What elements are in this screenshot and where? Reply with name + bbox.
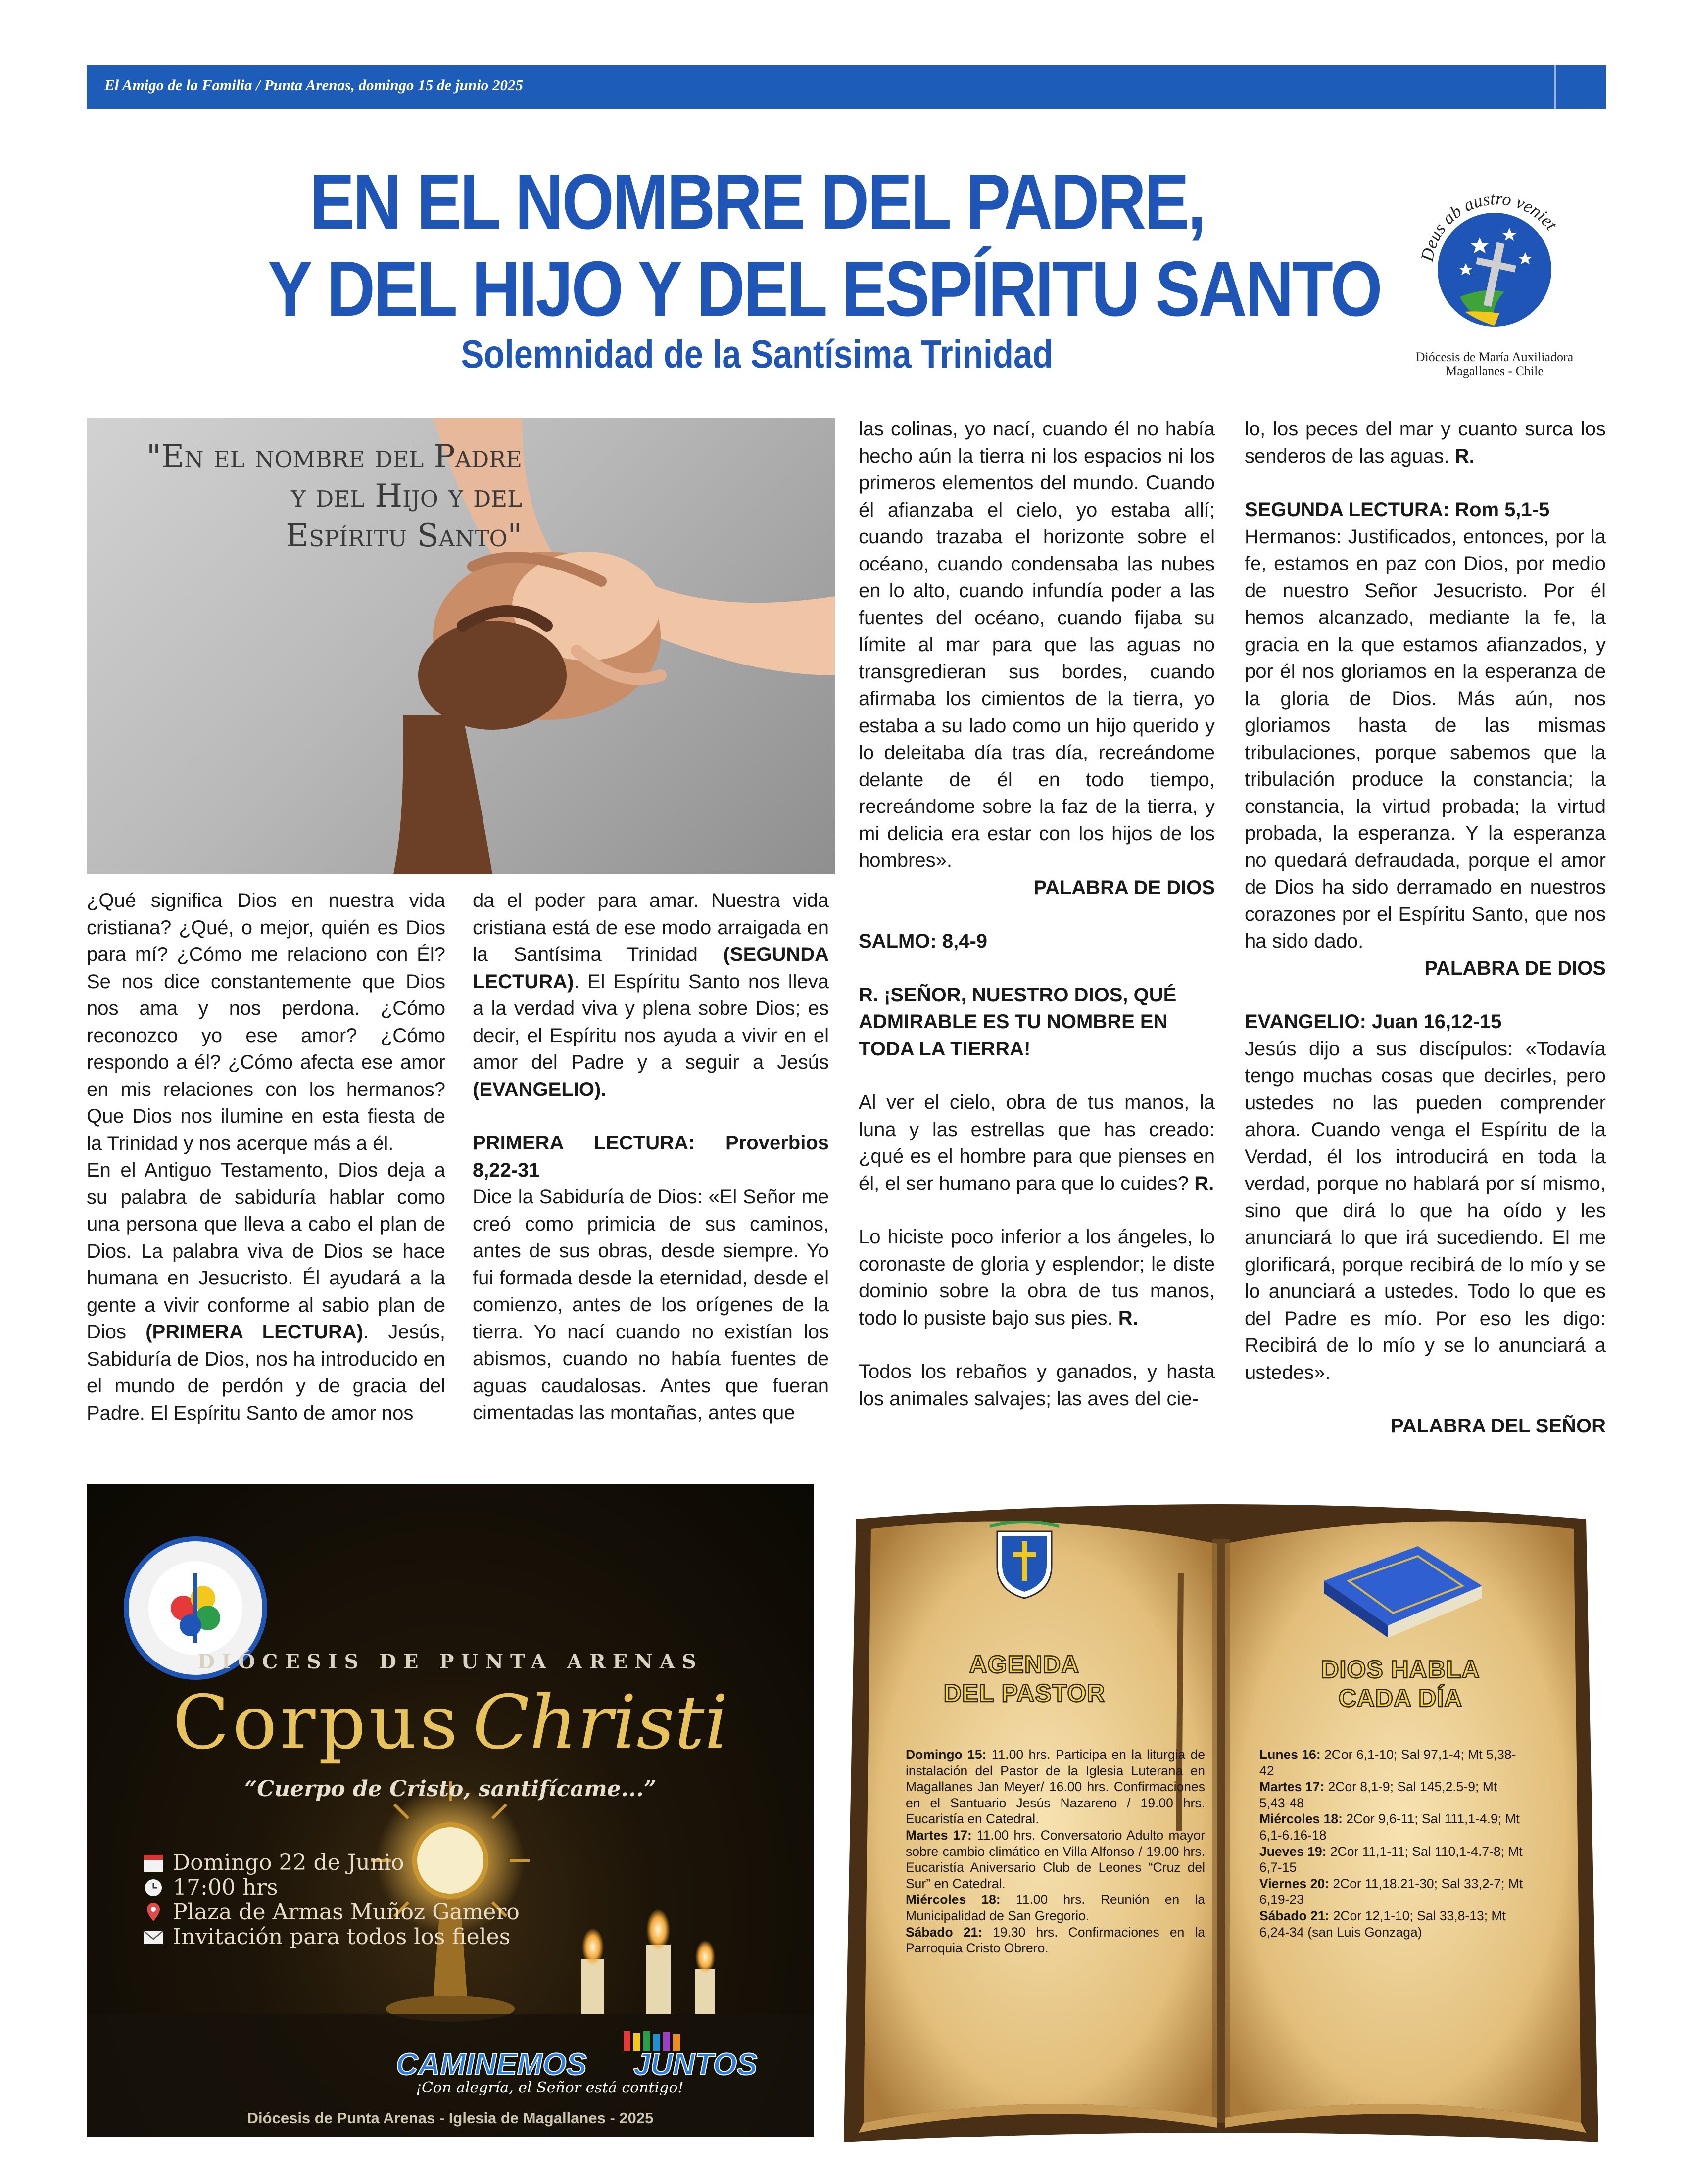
reading-item: Jueves 19: 2Cor 11,1-11; Sal 110,1-4.7-8; Mt 6,7-15	[1259, 1844, 1523, 1875]
caminemos-juntos-logo	[386, 2031, 797, 2095]
poster-diocese: DIÓCESIS DE PUNTA ARENAS	[197, 1650, 703, 1673]
article-column-1	[87, 887, 445, 1426]
hero-quote-line-2: y del Hijo y del	[291, 478, 522, 515]
headline-line-1: EN EL NOMBRE DEL PADRE,	[309, 158, 1205, 245]
article-column-2	[473, 887, 829, 1426]
clock-icon	[142, 1877, 165, 1899]
primera-lectura-text: Dice la Sabiduría de Dios: «El Señor me creó como primicia de sus caminos, antes de sus obras, desde siempre. Yo fui formada desde la eternidad, desde el comienzo, antes de los orígenes de la tierra. Yo nací cuando no existían los abismos, cuando no había fuentes de aguas caudalosas. Antes que fueran cimentadas las montañas, antes que	[473, 1186, 829, 1424]
header-strip-text: El Amigo de la Familia / Punta Arenas, domingo 15 de junio 2025	[104, 76, 524, 94]
reference-primera-lectura: (PRIMERA LECTURA)	[145, 1321, 364, 1343]
dios-habla-title	[1272, 1655, 1529, 1712]
juntos-text: JUNTOS	[633, 2047, 758, 2082]
poster-event-info	[142, 1851, 520, 1949]
dios-title-line-1: DIOS HABLA	[1321, 1656, 1480, 1683]
agenda-item: Domingo 15: 11.00 hrs. Participa en la liturgia de instalación del Pastor de la Iglesia Luterana en Magallanes Jan Meyer/ 16.00 hrs. Confirmaciones en el Santuario Jesús Nazareno / 19.00 hrs. Eucaristía en Catedral.	[906, 1747, 1205, 1827]
closing-palabra-de-dios-1: PALABRA DE DIOS	[1033, 876, 1215, 899]
hero-quote-line-3: Espíritu Santo"	[286, 518, 522, 554]
salmo-verse-2: Lo hiciste poco inferior a los ángeles, lo coronaste de gloria y esplendor; le diste dominio sobre la obra de tus manos, todo lo pusiste bajo sus pies. R.	[859, 1226, 1215, 1329]
poster-invite-row	[142, 1925, 520, 1949]
agenda-title-line-2: DEL PASTOR	[943, 1679, 1106, 1707]
poster-time: 17:00 hrs	[173, 1875, 278, 1900]
poster-title	[87, 1680, 814, 1766]
header-divider	[1554, 65, 1556, 109]
agenda-item: Sábado 21: 19.30 hrs. Confirmaciones en la Parroquia Cristo Obrero.	[906, 1924, 1205, 1956]
headline-line-2: Y DEL HIJO Y DEL ESPÍRITU SANTO	[268, 245, 1381, 332]
closing-palabra-de-dios-2: PALABRA DE DIOS	[1424, 957, 1606, 979]
closing-palabra-del-senor: PALABRA DEL SEÑOR	[1391, 1415, 1606, 1437]
poster-invite: Invitación para todos los fieles	[173, 1924, 511, 1949]
reading-item: Martes 17: 2Cor 8,1-9; Sal 145,2.5-9; Mt 5,43-48	[1259, 1779, 1497, 1810]
hero-quote	[116, 437, 522, 556]
agenda-list	[906, 1747, 1205, 1956]
reference-evangelio: (EVANGELIO).	[473, 1078, 607, 1100]
evangelio-text: Jesús dijo a sus discípulos: «Todavía tengo muchas cosas que decirles, pero ustedes no las pueden comprender ahora. Cuando venga el Espíritu de la Verdad, él los introducirá en toda la verdad, porque no hablará por sí mismo, sino que dirá lo que ha oído y les anunciará lo que irá sucediendo. El me glorificará, porque recibirá de lo mío y se lo anunciará a ustedes. Todo lo que es del Padre es mío. Por eso les digo: Recibirá de lo mío y se lo anunciará a ustedes».	[1245, 1038, 1606, 1383]
reading-item: Viernes 20: 2Cor 11,18.21-30; Sal 33,2-7; Mt 6,19-23	[1259, 1876, 1523, 1907]
header-strip	[87, 65, 1606, 109]
salmo-verse-3: Todos los rebaños y ganados, y hasta los animales salvajes; las aves del cie-	[859, 1361, 1215, 1410]
heading-primera-lectura: PRIMERA LECTURA: Proverbios 8,22-31	[473, 1132, 829, 1181]
poster-date: Domingo 22 de Junio	[173, 1850, 404, 1875]
agenda-del-pastor-title	[896, 1650, 1153, 1708]
bible-book-icon	[1304, 1531, 1492, 1640]
poster-place: Plaza de Armas Muñoz Gamero	[173, 1899, 520, 1925]
logo-motto: Deus ab austro veniet	[1416, 189, 1562, 263]
open-book-panel	[836, 1484, 1606, 2157]
reading-item: Miércoles 18: 2Cor 9,6-11; Sal 111,1-4.9; Mt 6,1-6.16-18	[1259, 1811, 1520, 1843]
agenda-item: Martes 17: 11.00 hrs. Conversatorio Adulto mayor sobre cambio climático en Villa Alfonso / 19.00 hrs. Eucaristía Aniversario Club de Leones “Cruz del Sur” en Catedral.	[906, 1827, 1205, 1891]
salmo-verse-1: Al ver el cielo, obra de tus manos, la luna y las estrellas que has creado: ¿qué es el hombre para que pienses en él, el ser humano para que lo cuides? R.	[859, 1092, 1215, 1194]
salmo-response: R. ¡SEÑOR, NUESTRO DIOS, QUÉ ADMIRABLE ES TU NOMBRE EN TODA LA TIERRA!	[859, 984, 1177, 1060]
headline	[268, 158, 1381, 332]
poster-time-row	[142, 1875, 520, 1900]
location-pin-icon	[142, 1901, 165, 1923]
heading-evangelio: EVANGELIO: Juan 16,12-15	[1245, 1011, 1502, 1033]
text-run: . El Espíritu Santo nos lleva a la verdad viva y plena sobre Dios; es decir, el Espíritu nos ayuda a vivir en el amor del Padre y a seguir a Jesús	[473, 970, 829, 1073]
poster-title-corpus: Corpus	[172, 1680, 461, 1766]
bishop-coat-of-arms-icon	[987, 1521, 1062, 1601]
caminemos-slogan: ¡Con alegría, el Señor está contigo!	[416, 2079, 684, 2095]
heading-salmo: SALMO: 8,4-9	[859, 930, 988, 952]
poster-title-christi: Christi	[473, 1680, 728, 1766]
text-run: da el poder para amar. Nuestra vida cristiana está de ese modo arraigada en la Santísima Trinidad	[473, 890, 829, 965]
agenda-title-line-1: AGENDA	[969, 1651, 1080, 1678]
reference-segunda-lectura: (SEGUNDA LECTURA)	[473, 944, 829, 993]
corpus-christi-poster	[87, 1484, 814, 2137]
caminemos-text: CAMINEMOS	[396, 2047, 587, 2082]
article-column-3	[859, 416, 1215, 1412]
dios-title-line-2: CADA DÍA	[1338, 1684, 1463, 1712]
poster-date-row	[142, 1851, 520, 1875]
text-run: . Jesús, Sabiduría de Dios, nos ha introducido en el mundo de perdón y de gracia del Padre. El Espíritu Santo de amor nos	[87, 1321, 445, 1424]
intro-paragraph: ¿Qué significa Dios en nuestra vida cristiana? ¿Qué, o mejor, quién es Dios para mí? ¿Cómo me relaciono con Él? Se nos dice constantemente que Dios nos ama y nos perdona. ¿Cómo reconozco yo ese amor? ¿Cómo respondo a él? ¿Cómo afecta ese amor en mis relaciones con los hermanos? Que Dios nos ilumine en esta fiesta de la Trinidad y nos acerque más a él.	[87, 890, 445, 1154]
salmo-verse-3-continued: lo, los peces del mar y cuanto surca los senderos de las aguas. R.	[1245, 418, 1606, 467]
logo-name-line-1: Diócesis de María Auxiliadora	[1415, 350, 1574, 364]
hero-photo-linked-hands	[87, 418, 835, 874]
invitation-icon	[142, 1926, 165, 1948]
reading-item: Sábado 21: 2Cor 12,1-10; Sal 33,8-13; Mt 6,24-34 (san Luis Gonzaga)	[1259, 1908, 1506, 1940]
calendar-icon	[142, 1852, 165, 1874]
second-paragraph	[87, 1157, 445, 1426]
third-paragraph	[473, 887, 829, 1103]
text-run: En el Antiguo Testamento, Dios deja a su palabra de sabiduría hablar como una persona que lleva a cabo el plan de Dios. La palabra viva de Dios se hace humana en Jesucristo. Él ayudará a la gente a vivir conforme al sabio plan de Dios	[87, 1159, 445, 1343]
poster-place-row	[142, 1900, 520, 1925]
agenda-item: Miércoles 18: 11.00 hrs. Reunión en la Municipalidad de San Gregorio.	[906, 1892, 1206, 1923]
reading-item: Lunes 16: 2Cor 6,1-10; Sal 97,1-4; Mt 5,38-42	[1259, 1747, 1516, 1778]
diocese-seal-icon	[1386, 148, 1603, 381]
segunda-lectura-text: Hermanos: Justificados, entonces, por la fe, estamos en paz con Dios, por medio de nuestro Señor Jesucristo. Por él hemos alcanzado, mediante la fe, la gracia en la que estamos afianzados, y por él nos gloriamos en la esperanza de la gloria de Dios. Más aún, nos gloriamos hasta de las mismas tribulaciones, porque sabemos que la tribulación produce la constancia; la constancia, la virtud probada; la virtud probada, la esperanza. Y la esperanza no quedará defraudada, porque el amor de Dios ha sido derramado en nuestros corazones por el Espíritu Santo, que nos ha sido dado.	[1245, 525, 1606, 952]
diocese-logo	[1386, 148, 1603, 381]
poster-tagline: “Cuerpo de Cristo, santifícame...”	[244, 1776, 657, 1802]
daily-readings-list	[1259, 1747, 1527, 1940]
poster-footer: Diócesis de Punta Arenas - Iglesia de Magallanes - 2025	[247, 2109, 654, 2127]
logo-name-line-2: Magallanes - Chile	[1446, 364, 1544, 378]
subheadline: Solemnidad de la Santísima Trinidad	[461, 332, 1054, 376]
article-column-4	[1245, 416, 1606, 1440]
primera-lectura-continued: las colinas, yo nací, cuando él no había hecho aún la tierra ni los espacios ni los primeros elementos del mundo. Cuando él afianzaba el cielo, yo estaba allí; cuando trazaba el horizonte sobre el océano, cuando condensaba las nubes en lo alto, cuando infundía poder a las fuentes del océano, cuando fijaba su límite al mar para que las aguas no transgredieran sus bordes, cuando afirmaba los cimientos de la tierra, yo estaba a su lado como un hijo querido y lo deleitaba día tras día, recreándome delante de él en todo tiempo, recreándome sobre la faz de la tierra, y mi delicia era estar con los hijos de los hombres».	[859, 418, 1215, 871]
heading-segunda-lectura: SEGUNDA LECTURA: Rom 5,1-5	[1245, 499, 1550, 521]
hero-quote-line-1: "En el nombre del Padre	[146, 438, 522, 475]
